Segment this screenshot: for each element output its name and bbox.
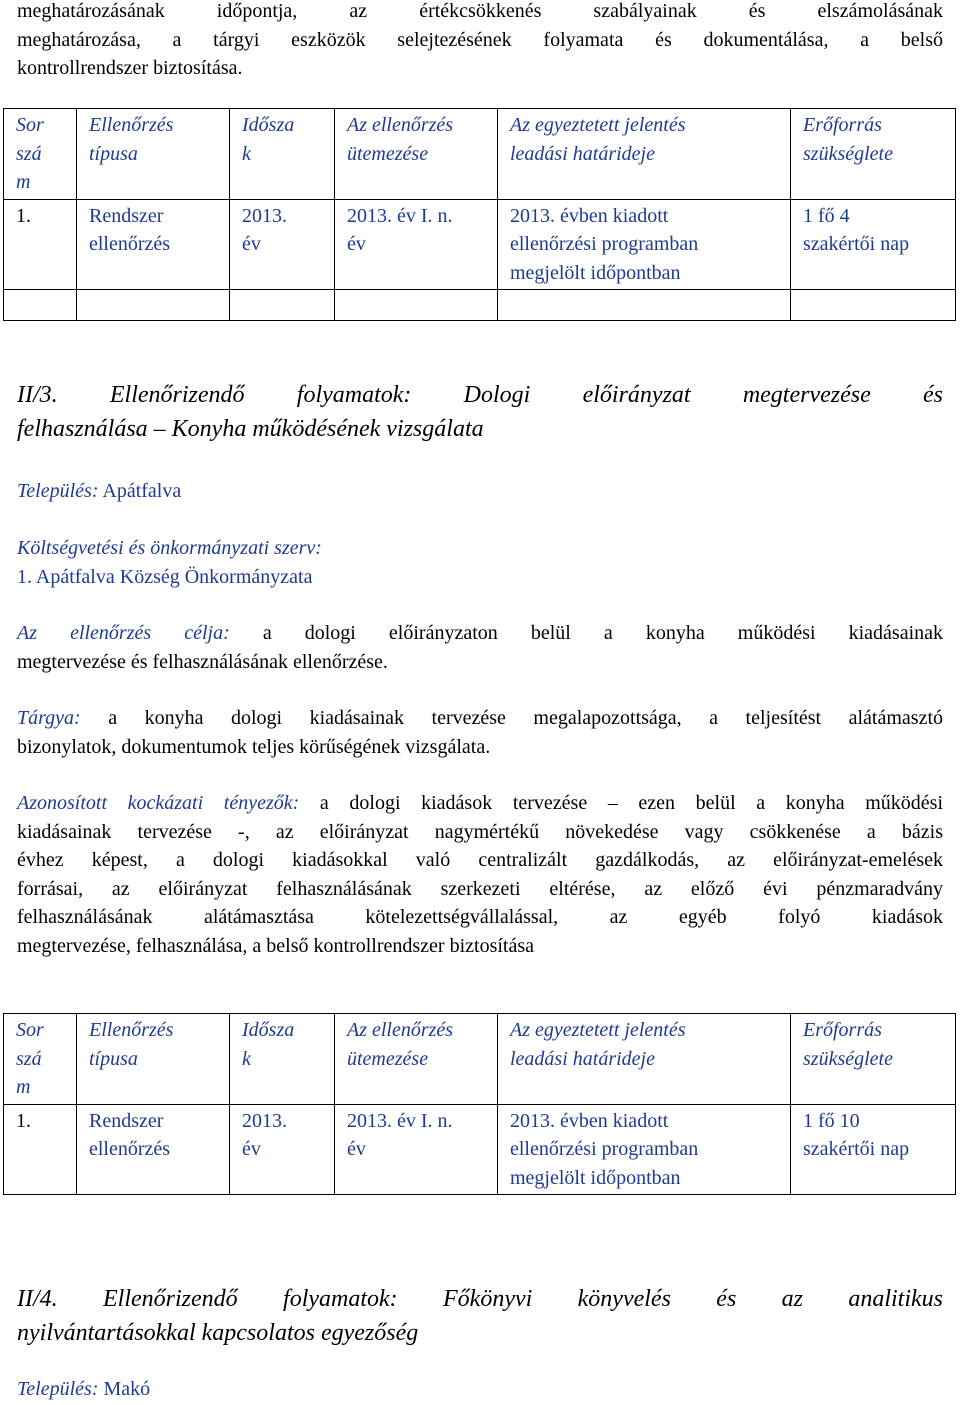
kockazat-line-3: évhez képest, a dologi kiadásokkal való centralizált gazdálkodás, az előirányzat-emelések bbox=[17, 849, 943, 871]
table-header-row bbox=[4, 109, 956, 200]
telepules-label: Település: bbox=[17, 480, 99, 502]
telepules-value: Apátfalva bbox=[102, 480, 182, 502]
section-3-heading bbox=[17, 378, 943, 446]
header-hatarido: Az egyeztetett jelentés leadási határideje bbox=[498, 1014, 791, 1105]
table-header-row bbox=[4, 1014, 956, 1105]
section-3-telepules bbox=[17, 477, 943, 506]
telepules-label: Település: bbox=[17, 1378, 99, 1400]
targya-line-1: a konyha dologi kiadásainak tervezése megalapozottsága, a teljesítést alátámasztó bbox=[108, 707, 943, 729]
schedule-table-1 bbox=[3, 108, 956, 321]
kockazat-line-1: a dologi kiadások tervezése – ezen belül a konyha működési bbox=[319, 792, 944, 814]
header-tipusa: Ellenőrzés típusa bbox=[77, 1014, 230, 1105]
table-row bbox=[4, 199, 956, 290]
section-4-title-line-1: II/4. Ellenőrizendő folyamatok: Főkönyvi könyvelés és az analitikus bbox=[17, 1286, 943, 1312]
header-sorszam: Sor szá m bbox=[4, 109, 77, 200]
section-3-title-line-1: II/3. Ellenőrizendő folyamatok: Dologi előirányzat megtervezése és bbox=[17, 382, 943, 408]
cell-eroforras: 1 fő 10 szakértői nap bbox=[791, 1104, 956, 1195]
section-3-targya bbox=[17, 704, 943, 761]
celja-line-2: megtervezése és felhasználásának ellenőrzése. bbox=[17, 650, 388, 673]
telepules-value: Makó bbox=[103, 1378, 151, 1400]
cell-hatarido: 2013. évben kiadott ellenőrzési programban megjelölt időpontban bbox=[498, 199, 791, 290]
header-idoszak: Idősza k bbox=[230, 109, 335, 200]
cell-sorszam: 1. bbox=[4, 1104, 77, 1195]
section-4-heading bbox=[17, 1282, 943, 1350]
cell-hatarido: 2013. évben kiadott ellenőrzési programban megjelölt időpontban bbox=[498, 1104, 791, 1195]
section-3-szerv bbox=[17, 534, 943, 591]
header-eroforras: Erőforrás szükséglete bbox=[791, 109, 956, 200]
cell-utemezese: 2013. év I. n. év bbox=[335, 1104, 498, 1195]
intro-line-2: meghatározása, a tárgyi eszközök selejtezésének folyamata és dokumentálása, a belső bbox=[17, 28, 943, 51]
header-eroforras: Erőforrás szükséglete bbox=[791, 1014, 956, 1105]
section-3-title-line-2: felhasználása – Konyha működésének vizsgálata bbox=[17, 416, 484, 442]
cell-tipusa: Rendszer ellenőrzés bbox=[77, 1104, 230, 1195]
header-tipusa: Ellenőrzés típusa bbox=[77, 109, 230, 200]
section-4-title-line-2: nyilvántartásokkal kapcsolatos egyezőség bbox=[17, 1320, 419, 1346]
section-4-telepules bbox=[17, 1375, 943, 1404]
table-row bbox=[4, 1104, 956, 1195]
cell-idoszak: 2013. év bbox=[230, 1104, 335, 1195]
intro-line-1: meghatározásának időpontja, az értékcsökkenés szabályainak és elszámolásának bbox=[17, 0, 943, 22]
kockazat-line-5: felhasználásának alátámasztása kötelezettségvállalással, az egyéb folyó kiadások bbox=[17, 906, 943, 928]
targya-label: Tárgya: bbox=[17, 707, 81, 729]
header-hatarido: Az egyeztetett jelentés leadási határideje bbox=[498, 109, 791, 200]
intro-line-3: kontrollrendszer biztosítása. bbox=[17, 57, 243, 79]
kockazat-line-4: forrásai, az előirányzat felhasználásának szerkezeti eltérése, az előző évi pénzmaradvány bbox=[17, 877, 943, 900]
kockazat-line-6: megtervezése, felhasználása, a belső kontrollrendszer biztosítása bbox=[17, 934, 535, 957]
header-utemezese: Az ellenőrzés ütemezése bbox=[335, 109, 498, 200]
celja-line-1: a dologi előirányzaton belül a konyha működési kiadásainak bbox=[262, 622, 943, 644]
cell-eroforras: 1 fő 4 szakértői nap bbox=[791, 199, 956, 290]
szerv-label: Költségvetési és önkormányzati szerv: bbox=[17, 537, 322, 559]
cell-utemezese: 2013. év I. n. év bbox=[335, 199, 498, 290]
targya-line-2: bizonylatok, dokumentumok teljes körűségének vizsgálata. bbox=[17, 735, 491, 758]
table-empty-row bbox=[4, 290, 956, 321]
cell-sorszam: 1. bbox=[4, 199, 77, 290]
schedule-table-2 bbox=[3, 1013, 956, 1195]
section-3-kockazat bbox=[17, 789, 943, 960]
celja-label: Az ellenőrzés célja: bbox=[17, 622, 230, 644]
kockazat-label: Azonosított kockázati tényezők: bbox=[17, 792, 300, 814]
intro-paragraph bbox=[17, 0, 943, 83]
header-utemezese: Az ellenőrzés ütemezése bbox=[335, 1014, 498, 1105]
cell-tipusa: Rendszer ellenőrzés bbox=[77, 199, 230, 290]
cell-idoszak: 2013. év bbox=[230, 199, 335, 290]
header-sorszam: Sor szá m bbox=[4, 1014, 77, 1105]
kockazat-line-2: kiadásainak tervezése -, az előirányzat nagymértékű növekedése vagy csökkenése a bázis bbox=[17, 820, 943, 843]
section-3-celja bbox=[17, 619, 943, 676]
szerv-value: 1. Apátfalva Község Önkormányzata bbox=[17, 565, 313, 588]
header-idoszak: Idősza k bbox=[230, 1014, 335, 1105]
